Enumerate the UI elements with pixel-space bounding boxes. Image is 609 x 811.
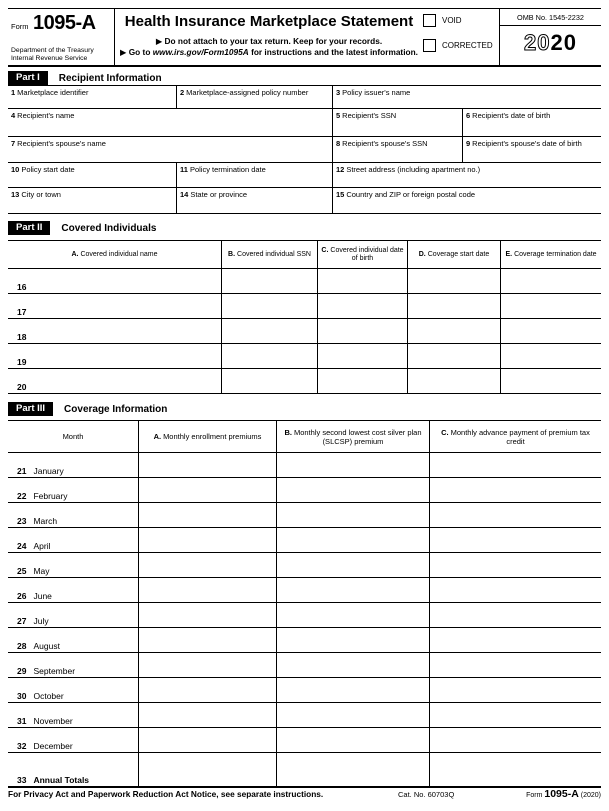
field-label: City or town (21, 190, 61, 199)
annual-totals-row (8, 753, 601, 786)
field-country-zip[interactable] (333, 188, 601, 213)
part1-row3 (8, 137, 601, 163)
month-label: June (33, 591, 52, 601)
field-number: 6 (466, 111, 471, 120)
month-row-march (8, 503, 601, 528)
col-covered-ssn-header: B. Covered individual SSN (222, 241, 318, 268)
part1-badge: Part I (8, 71, 48, 85)
field-number: 14 (180, 190, 189, 199)
month-label: July (33, 616, 49, 626)
month-label: December (33, 741, 73, 751)
void-checkbox[interactable] (423, 14, 436, 27)
col-coverage-start-header: D. Coverage start date (408, 241, 501, 268)
month-label: October (33, 691, 64, 701)
privacy-act-notice: For Privacy Act and Paperwork Reduction Act Notice, see separate instructions. (8, 789, 324, 799)
tax-year (500, 26, 601, 56)
coverage-end-cell[interactable] (501, 369, 601, 393)
premium-a-cell[interactable] (139, 578, 277, 602)
covered-individual-row-19 (8, 344, 601, 369)
department-line1: Department of the Treasury (11, 47, 94, 54)
field-policy-number[interactable] (177, 86, 333, 108)
footer-form-word: Form (526, 792, 543, 799)
row-number: 28 (17, 641, 27, 651)
row-number: 21 (17, 466, 27, 476)
field-label: Recipient's spouse's SSN (342, 139, 428, 148)
col-slcsp-premium-header: B. Monthly second lowest cost silver plan (SLCSP) premium (277, 421, 430, 452)
field-label: Recipient's name (17, 111, 75, 120)
coverage-information-header (8, 421, 601, 453)
part2-badge: Part II (8, 221, 50, 235)
coverage-start-cell[interactable] (408, 344, 501, 368)
col-enrollment-premiums-header: A. Monthly enrollment premiums (139, 421, 277, 452)
premium-a-cell[interactable] (139, 753, 277, 786)
month-cell (8, 653, 139, 677)
field-number: 10 (11, 165, 20, 174)
footer-form-year: (2020) (580, 792, 601, 799)
field-number: 1 (11, 88, 16, 97)
month-label: August (33, 641, 60, 651)
row-number: 29 (17, 666, 27, 676)
field-state[interactable] (177, 188, 333, 213)
premium-c-cell[interactable] (430, 653, 601, 677)
goto-prefix: ▶ Go to (120, 46, 153, 57)
field-number: 12 (336, 165, 345, 174)
covered-individuals-table (8, 240, 601, 394)
month-row-july (8, 603, 601, 628)
col-covered-name-header: A. Covered individual name (8, 241, 222, 268)
premium-b-cell[interactable] (277, 503, 430, 527)
field-marketplace-identifier[interactable] (8, 86, 177, 108)
form-number-line (11, 12, 112, 35)
field-recipient-ssn[interactable] (333, 109, 463, 136)
coverage-end-cell[interactable] (501, 319, 601, 343)
field-number: 13 (11, 190, 20, 199)
instruction-line1: ▶ Do not attach to your tax return. Keep for your records. (155, 36, 383, 46)
covered-dob-cell[interactable] (318, 369, 408, 393)
premium-a-cell[interactable] (139, 703, 277, 727)
field-label: Recipient's spouse's date of birth (472, 139, 582, 148)
field-number: 2 (180, 88, 185, 97)
field-label: State or province (190, 190, 248, 199)
month-row-september (8, 653, 601, 678)
premium-c-cell[interactable] (430, 503, 601, 527)
tax-year-outlined: 20 (524, 30, 551, 55)
catalog-number: Cat. No. 60703Q (398, 790, 455, 799)
field-label: Policy termination date (189, 165, 266, 174)
premium-a-cell[interactable] (139, 628, 277, 652)
col-covered-dob-header: C. Covered individual date of birth (318, 241, 408, 268)
field-number: 5 (336, 111, 341, 120)
premium-b-cell[interactable] (277, 578, 430, 602)
premium-a-cell[interactable] (139, 603, 277, 627)
covered-name-cell[interactable] (8, 344, 222, 368)
month-label: April (33, 541, 51, 551)
coverage-information-table (8, 420, 601, 788)
void-label: VOID (442, 16, 462, 25)
field-number: 8 (336, 139, 341, 148)
month-cell (8, 678, 139, 702)
premium-c-cell[interactable] (430, 453, 601, 477)
month-row-may (8, 553, 601, 578)
covered-dob-cell[interactable] (318, 269, 408, 293)
covered-name-cell[interactable] (8, 369, 222, 393)
title-block (115, 9, 423, 65)
part1-row1 (8, 86, 601, 109)
col-coverage-end-header: E. Coverage termination date (505, 250, 597, 258)
coverage-start-cell[interactable] (408, 369, 501, 393)
field-label: Marketplace identifier (17, 88, 89, 97)
month-row-january (8, 453, 601, 478)
form-title: Health Insurance Marketplace Statement (124, 13, 414, 30)
premium-c-cell[interactable] (430, 478, 601, 502)
covered-name-cell[interactable] (8, 294, 222, 318)
part3-bar (8, 402, 167, 416)
form-id-block (8, 9, 115, 65)
row-number: 16 (17, 282, 27, 292)
covered-ssn-cell[interactable] (222, 269, 318, 293)
row-number: 22 (17, 491, 27, 501)
month-cell (8, 703, 139, 727)
field-recipient-dob[interactable] (463, 109, 601, 136)
field-label: Street address (including apartment no.) (346, 165, 481, 174)
premium-a-cell[interactable] (139, 453, 277, 477)
premium-c-cell[interactable] (430, 628, 601, 652)
coverage-end-cell[interactable] (501, 294, 601, 318)
goto-suffix: for instructions and the latest information. (248, 46, 418, 57)
tax-year-solid: 20 (550, 30, 577, 55)
row-number: 33 (17, 775, 27, 785)
department-line2: Internal Revenue Service (11, 55, 88, 62)
covered-ssn-cell[interactable] (222, 344, 318, 368)
premium-b-cell[interactable] (277, 453, 430, 477)
row-number: 26 (17, 591, 27, 601)
row-number: 17 (17, 307, 27, 317)
row-number: 32 (17, 741, 27, 751)
premium-b-cell[interactable] (277, 678, 430, 702)
corrected-checkbox[interactable] (423, 39, 436, 52)
premium-b-cell[interactable] (277, 753, 430, 786)
omb-year-block (499, 9, 601, 65)
corrected-label: CORRECTED (442, 41, 493, 50)
covered-name-cell[interactable] (8, 319, 222, 343)
annual-totals-label: Annual Totals (33, 775, 90, 785)
premium-c-cell[interactable] (430, 728, 601, 752)
month-cell (8, 503, 139, 527)
field-policy-termination-date[interactable] (177, 163, 333, 187)
part2-bar (8, 221, 156, 235)
field-city[interactable] (8, 188, 177, 213)
covered-dob-cell[interactable] (318, 344, 408, 368)
instruction-line2 (115, 47, 423, 58)
premium-a-cell[interactable] (139, 478, 277, 502)
premium-a-cell[interactable] (139, 728, 277, 752)
premium-c-cell[interactable] (430, 553, 601, 577)
premium-b-cell[interactable] (277, 628, 430, 652)
premium-b-cell[interactable] (277, 553, 430, 577)
part1-row4 (8, 163, 601, 188)
premium-b-cell[interactable] (277, 603, 430, 627)
month-row-november (8, 703, 601, 728)
covered-individual-row-18 (8, 319, 601, 344)
annual-totals-cell (8, 753, 139, 786)
premium-a-cell[interactable] (139, 553, 277, 577)
form-header (8, 8, 601, 67)
col-month-header: Month (8, 421, 139, 452)
premium-a-cell[interactable] (139, 653, 277, 677)
row-number: 23 (17, 516, 27, 526)
status-checkboxes (423, 9, 499, 65)
row-number: 24 (17, 541, 27, 551)
covered-ssn-cell[interactable] (222, 319, 318, 343)
premium-c-cell[interactable] (430, 753, 601, 786)
premium-b-cell[interactable] (277, 728, 430, 752)
covered-dob-cell[interactable] (318, 294, 408, 318)
row-number: 31 (17, 716, 27, 726)
month-row-june (8, 578, 601, 603)
row-number: 27 (17, 616, 27, 626)
field-label: Policy start date (21, 165, 75, 174)
corrected-row (423, 39, 499, 52)
form-footer (8, 788, 601, 804)
month-cell (8, 578, 139, 602)
covered-individuals-header (8, 241, 601, 269)
covered-dob-cell[interactable] (318, 319, 408, 343)
field-number: 9 (466, 139, 471, 148)
part3-badge: Part III (8, 402, 53, 416)
month-label: November (33, 716, 73, 726)
month-cell (8, 603, 139, 627)
month-cell (8, 553, 139, 577)
omb-number: OMB No. 1545-2232 (500, 9, 601, 26)
field-spouse-ssn[interactable] (333, 137, 463, 162)
part3-title: Coverage Information (64, 403, 168, 415)
field-number: 3 (336, 88, 341, 97)
department-block (11, 47, 112, 63)
row-number: 18 (17, 332, 27, 342)
premium-a-cell[interactable] (139, 678, 277, 702)
month-row-february (8, 478, 601, 503)
part2-title: Covered Individuals (61, 222, 157, 234)
covered-ssn-cell[interactable] (222, 369, 318, 393)
field-number: 7 (11, 139, 16, 148)
row-number: 20 (17, 382, 27, 392)
row-number: 30 (17, 691, 27, 701)
part1-bar (8, 71, 162, 85)
premium-b-cell[interactable] (277, 478, 430, 502)
void-row (423, 14, 499, 27)
coverage-start-cell[interactable] (408, 319, 501, 343)
field-spouse-dob[interactable] (463, 137, 601, 162)
coverage-end-cell[interactable] (501, 269, 601, 293)
field-number: 15 (336, 190, 345, 199)
covered-individual-row-17 (8, 294, 601, 319)
part1-title: Recipient Information (58, 72, 162, 84)
premium-c-cell[interactable] (430, 678, 601, 702)
field-label: Recipient's spouse's name (17, 139, 106, 148)
form-number: 1095-A (32, 12, 96, 34)
form-word: Form (11, 22, 29, 31)
col-advance-payment-header: C. Monthly advance payment of premium tax credit (441, 427, 590, 446)
field-label: Recipient's date of birth (472, 111, 551, 120)
footer-form-number: 1095-A (544, 788, 579, 800)
footer-form-id (526, 788, 601, 800)
field-number: 4 (11, 111, 16, 120)
month-row-october (8, 678, 601, 703)
field-label: Policy issuer's name (342, 88, 411, 97)
field-spouse-name[interactable] (8, 137, 333, 162)
covered-ssn-cell[interactable] (222, 294, 318, 318)
month-label: March (33, 516, 58, 526)
field-recipient-name[interactable] (8, 109, 333, 136)
field-number: 11 (180, 165, 188, 174)
field-street-address[interactable] (333, 163, 601, 187)
premium-b-cell[interactable] (277, 528, 430, 552)
month-cell (8, 478, 139, 502)
month-label: January (33, 466, 64, 476)
row-number: 25 (17, 566, 27, 576)
field-policy-issuer-name[interactable] (333, 86, 601, 108)
row-number: 19 (17, 357, 27, 367)
month-row-december (8, 728, 601, 753)
month-cell (8, 628, 139, 652)
covered-individual-row-16 (8, 269, 601, 294)
month-label: February (33, 491, 68, 501)
irs-url-link[interactable]: www.irs.gov/Form1095A (152, 46, 249, 57)
premium-c-cell[interactable] (430, 528, 601, 552)
coverage-start-cell[interactable] (408, 269, 501, 293)
month-label: May (33, 566, 50, 576)
covered-individual-row-20 (8, 369, 601, 394)
part1-row2 (8, 109, 601, 137)
month-cell (8, 728, 139, 752)
field-label: Marketplace-assigned policy number (186, 88, 309, 97)
premium-b-cell[interactable] (277, 703, 430, 727)
recipient-info-table (8, 85, 601, 214)
premium-b-cell[interactable] (277, 653, 430, 677)
premium-c-cell[interactable] (430, 578, 601, 602)
month-label: September (33, 666, 76, 676)
premium-a-cell[interactable] (139, 503, 277, 527)
month-cell (8, 528, 139, 552)
field-label: Country and ZIP or foreign postal code (346, 190, 476, 199)
coverage-start-cell[interactable] (408, 294, 501, 318)
premium-c-cell[interactable] (430, 703, 601, 727)
month-row-april (8, 528, 601, 553)
field-policy-start-date[interactable] (8, 163, 177, 187)
field-label: Recipient's SSN (342, 111, 397, 120)
month-cell (8, 453, 139, 477)
covered-name-cell[interactable] (8, 269, 222, 293)
premium-a-cell[interactable] (139, 528, 277, 552)
month-row-august (8, 628, 601, 653)
part1-row5 (8, 188, 601, 214)
premium-c-cell[interactable] (430, 603, 601, 627)
coverage-end-cell[interactable] (501, 344, 601, 368)
